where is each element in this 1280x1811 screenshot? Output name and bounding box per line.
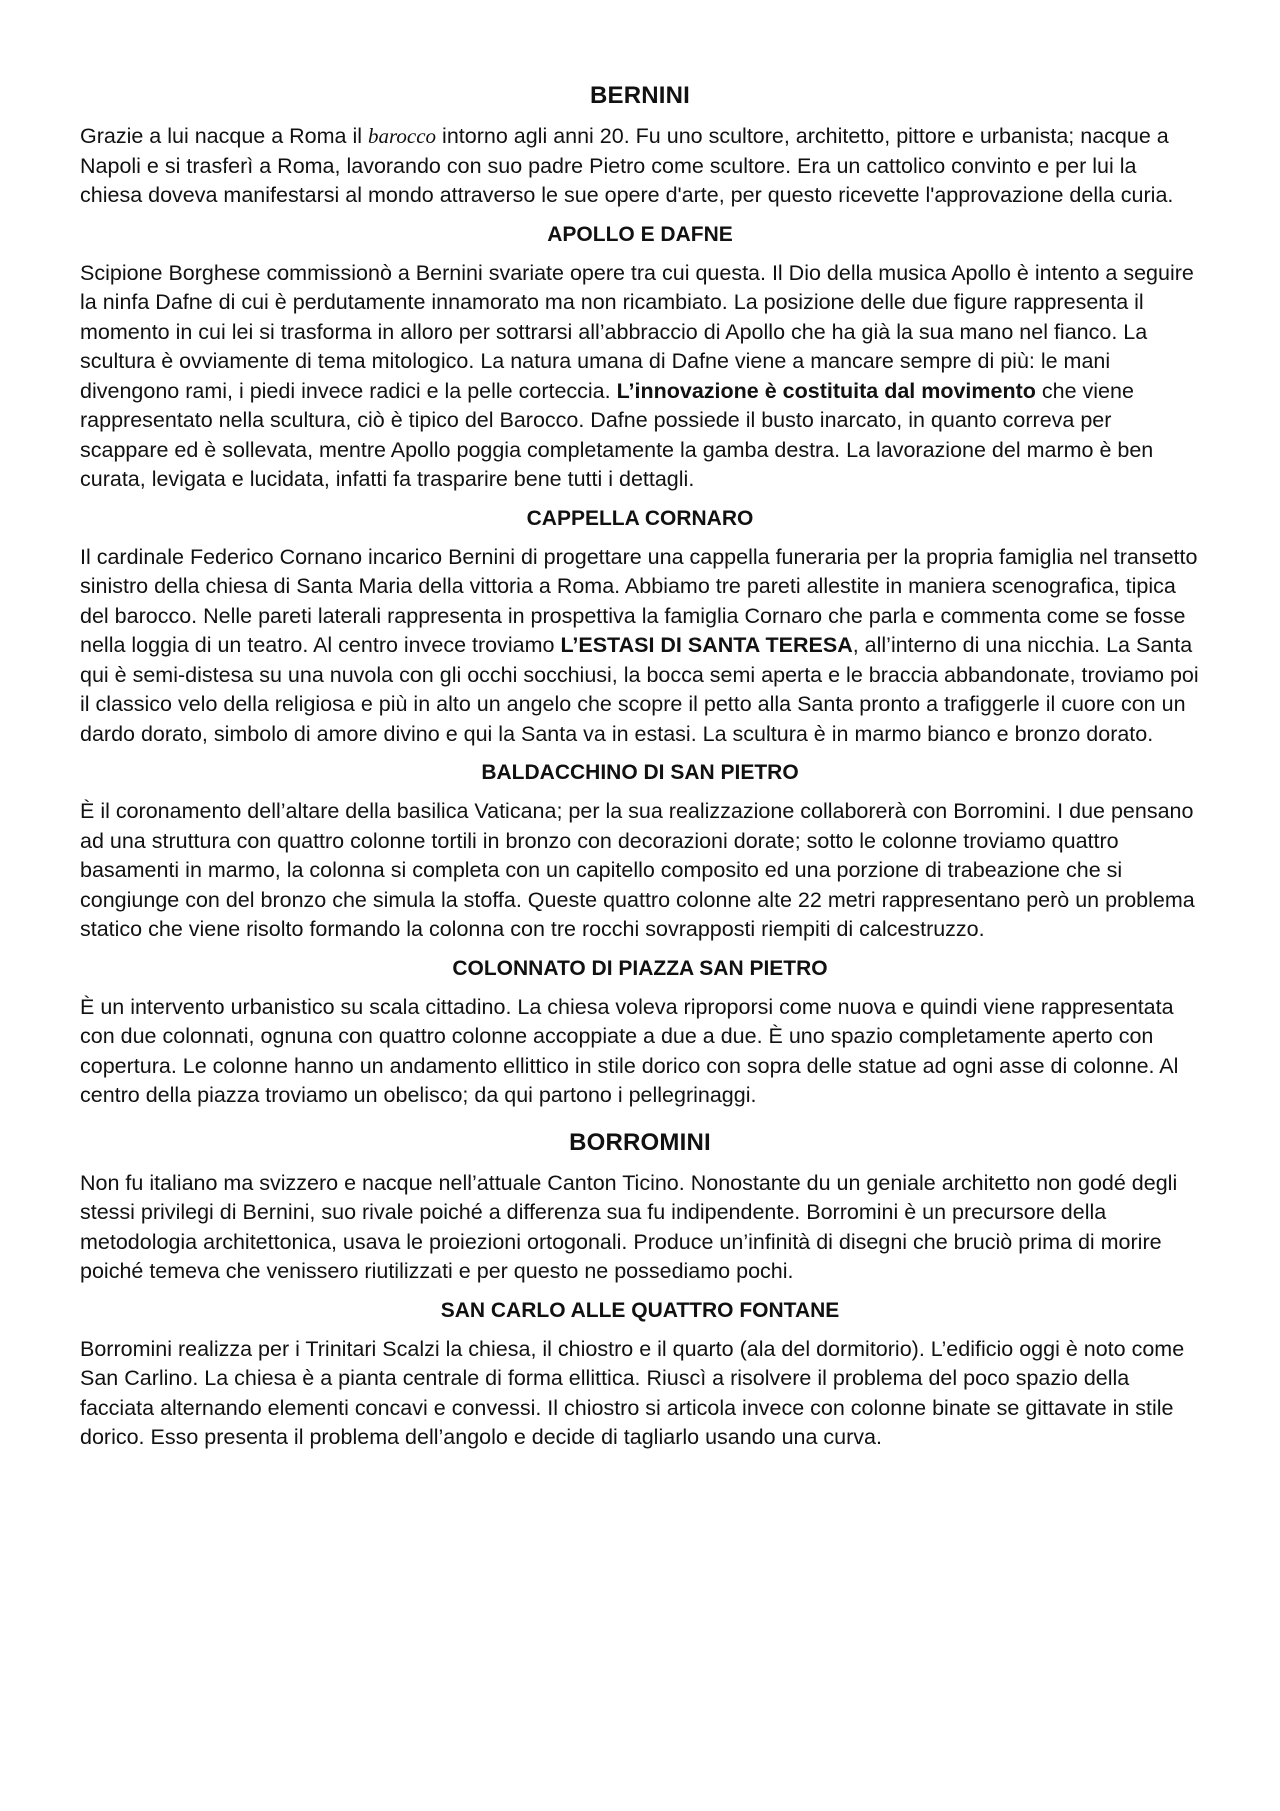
bernini-text-start: Grazie a lui nacque a Roma il [80, 124, 369, 148]
title-san-carlo: SAN CARLO ALLE QUATTRO FONTANE [440, 1298, 840, 1322]
cornaro-text-end: , all’interno di una nicchia. La Santa qui è semi-distesa su una nuvola con gli occhi socchiusi, la bocca semi aperta e le braccia abbandonate, troviamo poi il classico velo della religiosa e più in alto un angelo che scopre il petto alla Santa pronto a trafiggerle il cuore con un dardo dorato, simbolo di amore divino e qui la Santa va in estasi. La scultura è in marmo bianco e bronzo dorato. [80, 633, 1199, 746]
apollo-text-start: Scipione Borghese commissionò a Bernini svariate opere tra cui questa. Il Dio della musica Apollo è intento a seguire la ninfa Dafne di cui è perdutamente innamorato ma non ricambiato. La posizione delle due figure rappresenta il momento in cui lei si trasforma in alloro per sottrarsi all’abbraccio di Apollo che ha già la sua mano nel fianco. La scultura è ovviamente di tema mitologico. La natura umana di Dafne viene a mancare sempre di più: le mani divengono rami, i piedi invece radici e la pelle corteccia. [80, 260, 1194, 403]
paragraph-san-carlo: Borromini realizza per i Trinitari Scalzi la chiesa, il chiostro e il quarto (ala del dormitorio). L’edificio oggi è noto come San Carlino. La chiesa è a pianta centrale di forma ellittica. Riuscì a risolvere il problema del poco spazio della facciata alternando elementi concavi e convessi. Il chiostro si articola invece con colonne binate se gittavate in stile dorico. Esso presenta il problema dell’angolo e decide di tagliarlo usando una curva. [80, 1336, 1185, 1449]
paragraph-colonnato: È un intervento urbanistico su scala cittadino. La chiesa voleva riproporsi come nuova e quindi viene rappresentata con due colonnati, ognuna con quattro colonne accoppiate a due a due. È uno spazio completamente aperto con copertura. Le colonne hanno un andamento ellittico in stile dorico con sopra delle statue ad ogni asse di colonne. Al centro della piazza troviamo un obelisco; da qui partono i pellegrinaggi. [80, 994, 1179, 1107]
document-page [80, 72, 1200, 1453]
title-apollo-e-dafne: APOLLO E DAFNE [547, 222, 733, 246]
title-colonnato: COLONNATO DI PIAZZA SAN PIETRO [452, 956, 828, 980]
title-cappella-cornaro: CAPPELLA CORNARO [526, 506, 754, 530]
section-gap [80, 1111, 1200, 1119]
apollo-bold-text: L’innovazione è costituita dal movimento [616, 378, 1036, 403]
bernini-italic-barocco: barocco [368, 124, 437, 148]
bernini-text-end: intorno agli anni 20. Fu uno scultore, architetto, pittore e urbanista; nacque a Napoli e si trasferì a Roma, lavorando con suo padre Pietro come scultore. Era un cattolico convinto e per lui la chiesa doveva manifestarsi al mondo attraverso le sue opere d'arte, per questo ricevette l'approvazione della curia. [80, 124, 1174, 207]
paragraph-cappella-cornaro [80, 543, 1200, 750]
title-borromini: BORROMINI [569, 1128, 711, 1156]
paragraph-bernini [80, 122, 1200, 211]
cornaro-bold-text: L’ESTASI DI SANTA TERESA [560, 633, 853, 657]
paragraph-baldacchino: È il coronamento dell’altare della basilica Vaticana; per la sua realizzazione collaborerà con Borromini. I due pensano ad una struttura con quattro colonne tortili in bronzo con decorazioni dorate; sotto le colonne troviamo quattro basamenti in marmo, la colonna si completa con un capitello composito ed una porzione di trabeazione che si congiunge con del bronzo che simula la stoffa. Queste quattro colonne alte 22 metri rappresentano però un problema statico che viene risolto formando la colonna con tre rocchi sovrapposti riempiti di calcestruzzo. [80, 799, 1195, 941]
paragraph-apollo-e-dafne [80, 259, 1200, 495]
title-bernini: BERNINI [589, 82, 691, 109]
title-baldacchino: BALDACCHINO DI SAN PIETRO [481, 761, 799, 784]
cornaro-text-start: Il cardinale Federico Cornano incarico Bernini di progettare una cappella funeraria per la propria famiglia nel transetto sinistro della chiesa di Santa Maria della vittoria a Roma. Abbiamo tre pareti allestite in maniera scenografica, tipica del barocco. Nelle pareti laterali rappresenta in prospettiva la famiglia Cornaro che parla e commenta come se fosse nella loggia di un teatro. Al centro invece troviamo [80, 544, 1198, 657]
apollo-text-end: che viene rappresentato nella scultura, ciò è tipico del Barocco. Dafne possiede il busto inarcato, in quanto correva per scappare ed è sollevata, mentre Apollo poggia completamente la gamba destra. La lavorazione del marmo è ben curata, levigata e lucidata, infatti fa trasparire bene tutti i dettagli. [80, 378, 1154, 491]
paragraph-borromini: Non fu italiano ma svizzero e nacque nell’attuale Canton Ticino. Nonostante du un geniale architetto non godé degli stessi privilegi di Bernini, suo rivale poiché a differenza sua fu indipendente. Borromini è un precursore della metodologia architettonica, usava le proiezioni ortogonali. Produce un’infinità di disegni che bruciò prima di morire poiché temeva che venissero riutilizzati e per questo ne possediamo pochi. [80, 1170, 1178, 1283]
